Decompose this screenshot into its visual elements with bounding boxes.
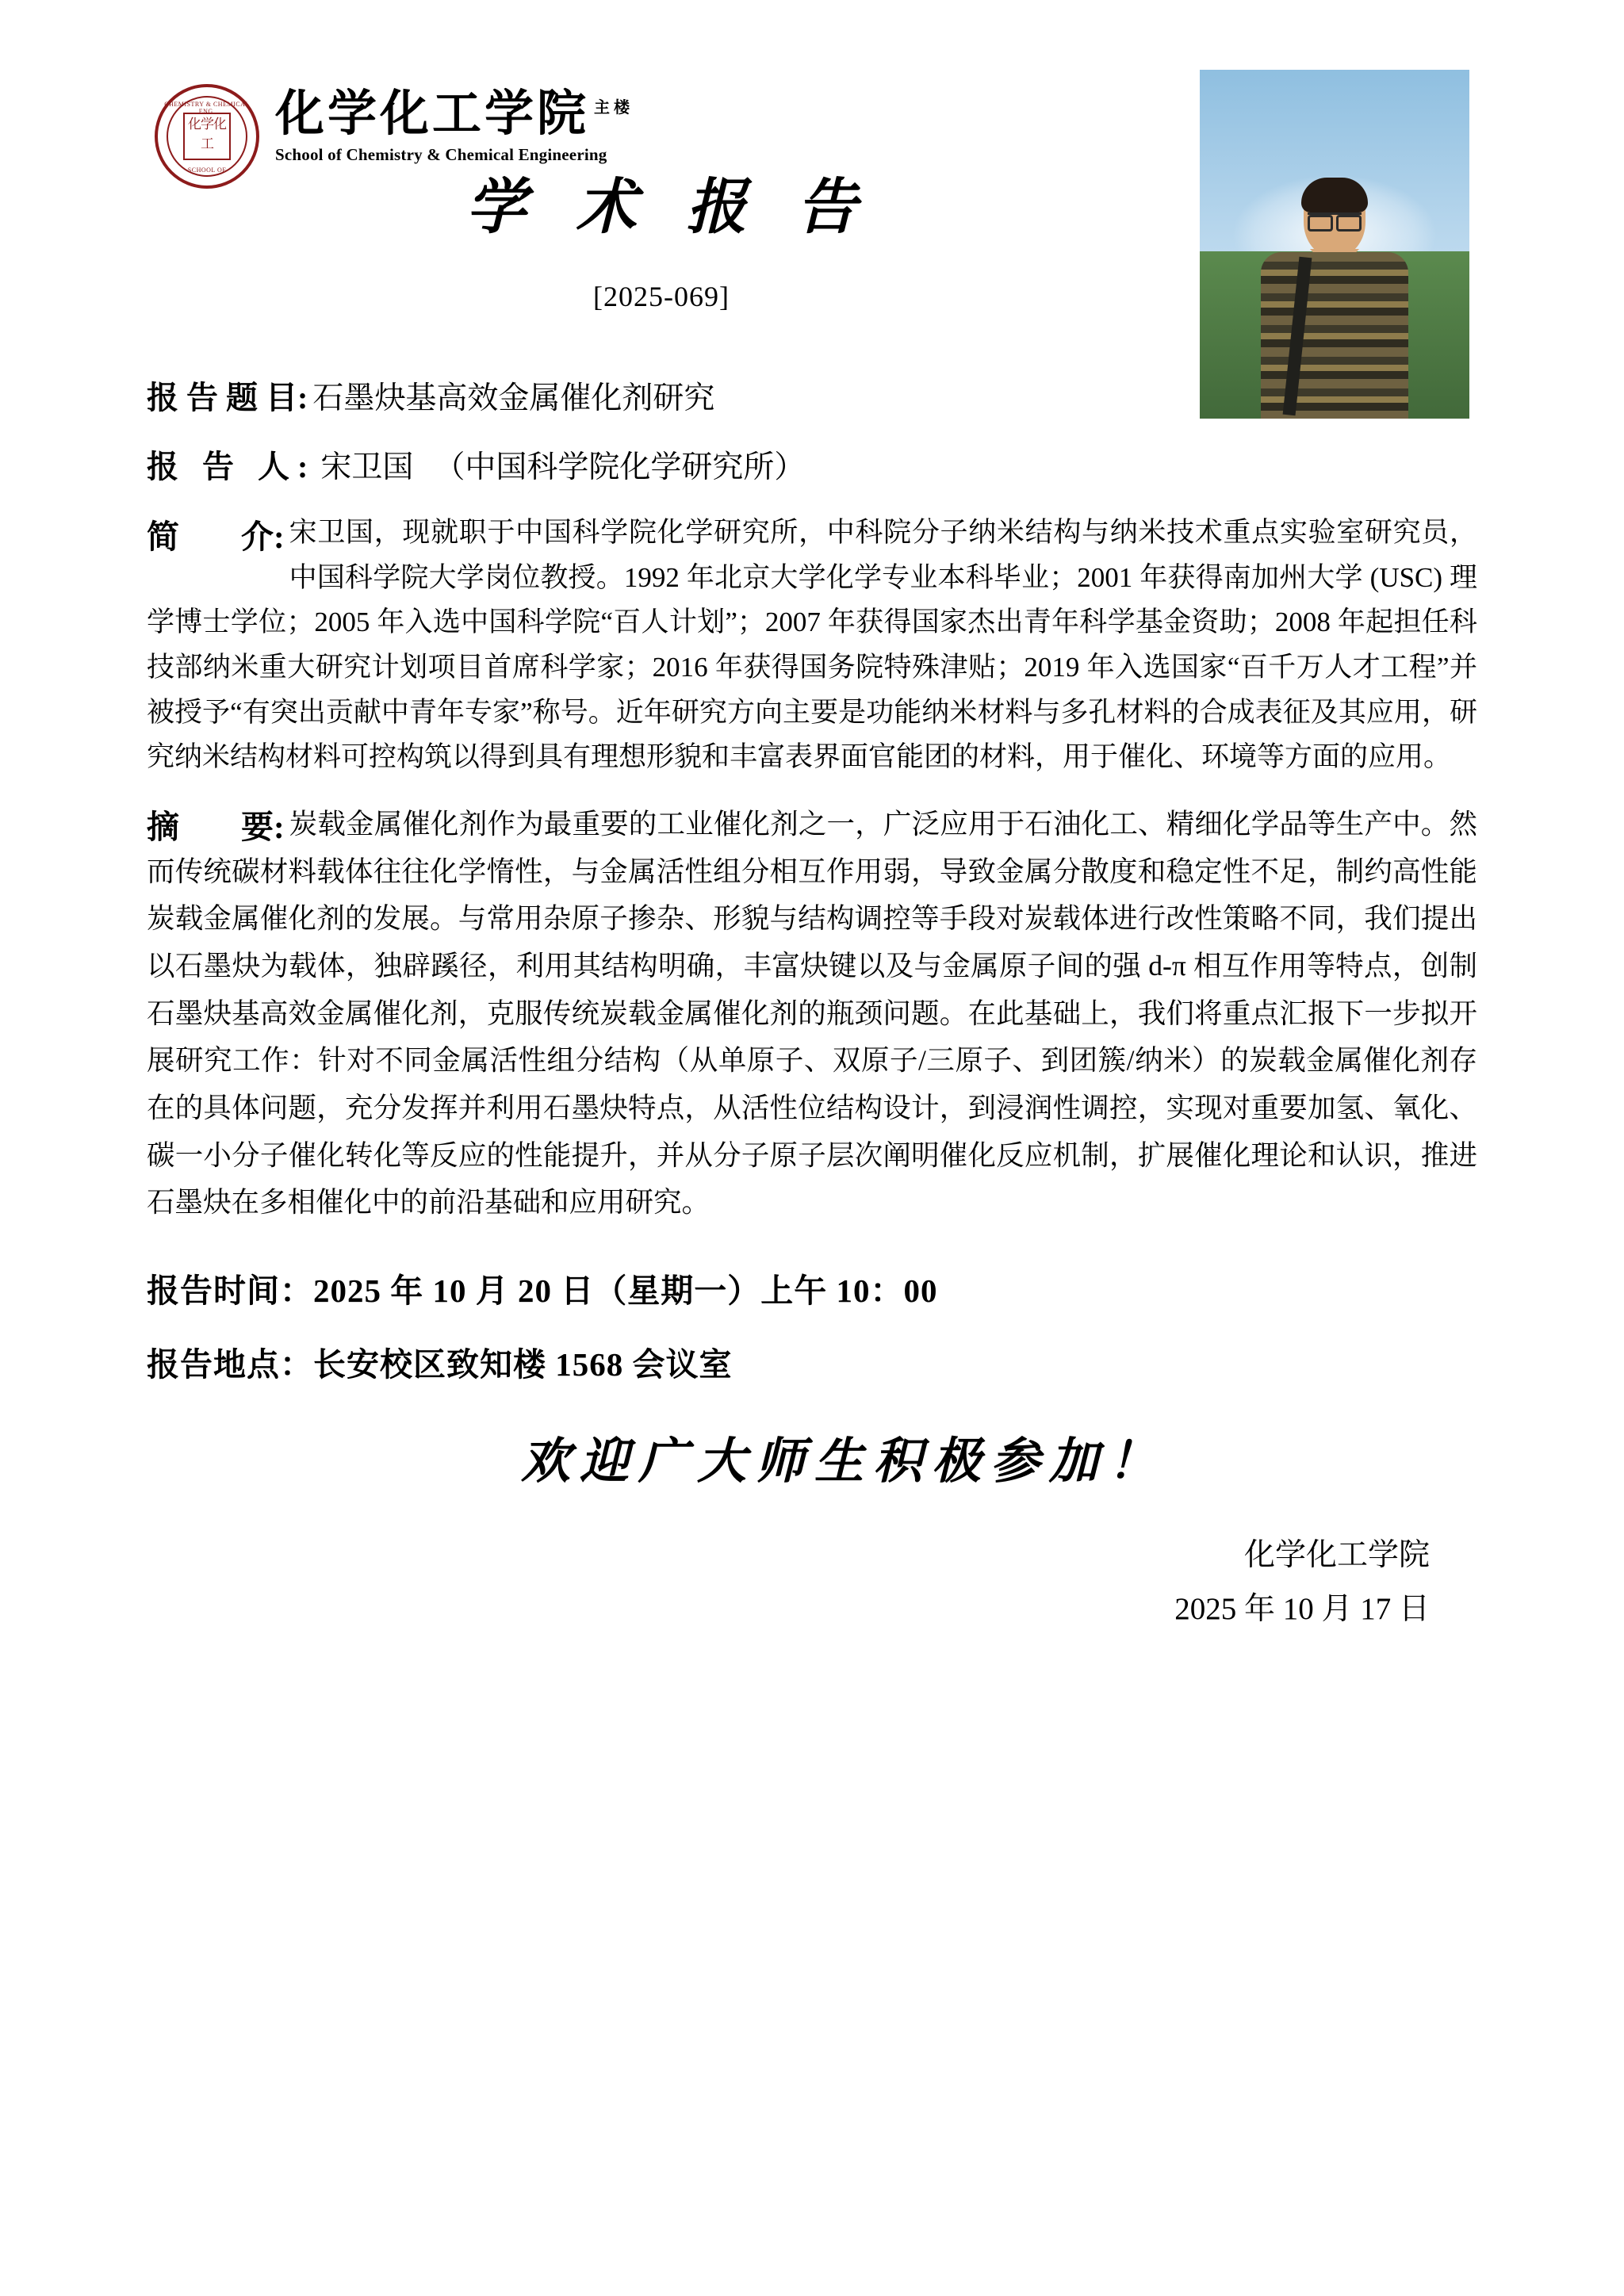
topic-value: 石墨炔基高效金属催化剂研究 [312,381,715,415]
place-row [147,1338,1477,1385]
document-header [147,0,1477,373]
speaker-value [320,442,805,487]
speaker-photo [1200,70,1469,419]
abstract-label-b: 要: [241,809,285,846]
page-title: 学 术 报 告 [465,174,875,241]
photo-person-hair [1301,178,1368,212]
document-number: [2025-069] [593,281,730,312]
photo-person-body [1261,252,1408,419]
speaker-row [147,442,1477,487]
title-zone [147,159,1176,313]
welcome-line: 欢迎广大师生积极参加！ [520,1434,1166,1489]
abstract-text: 炭载金属催化剂作为最重要的工业催化剂之一，广泛应用于石油化工、精细化学品等生产中。然而传统碳材料载体往往化学惰性，与金属活性组分相互作用弱，导致金属分散度和稳定性不足，制约高性能炭载金属催化剂的发展。与常用杂原子掺杂、形貌与结构调控等手段对炭载体进行改性策略不同，我们提出以石墨炔为载体，独辟蹊径，利用其结构明确，丰富炔键以及与金属原子间的强 d-π 相互作用等特点，创制石墨炔基高效金属催化剂，克服传统炭载金属催化剂的瓶颈问题。在此基础上，我们将重点汇报下一步拟开展研究工作：针对不同金属活性组分结构（从单原子、双原子/三原子、到团簇/纳米）的炭载金属催化剂存在的具体问题，充分发挥并利用石墨炔特点，从活性位结构设计，到浸润性调控，实现对重要加氢、氧化、碳一小分子催化转化等反应的性能提升，并从分子原子层次阐明催化反应机制，扩展催化理论和认识，推进石墨炔在多相催化中的前沿基础和应用研究。 [147,808,1477,1219]
seal-arc-top-text: CHEMISTRY & CHEMICAL ENG. [164,101,250,115]
photo-person-glasses [1308,212,1362,228]
place-value: 长安校区致知楼 1568 会议室 [313,1345,733,1383]
signature-org: 化学化工学院 [1243,1537,1430,1572]
bio-label [147,511,285,557]
time-row [147,1265,1477,1311]
photo-person [1261,181,1408,419]
school-name-cn-main: 化学化工学院 [275,87,590,141]
school-name-cn [275,89,630,140]
bio-label-a: 简 [147,519,179,555]
school-logo-text [275,79,630,165]
time-label: 报告时间： [147,1272,313,1309]
place-label: 报告地点： [147,1345,313,1383]
abstract-label-a: 摘 [147,809,179,846]
speaker-label: 报 告 人: [147,449,316,484]
seal-center-text: 化学化工 [183,113,231,160]
school-name-en: School of Chemistry & Chemical Engineering [275,145,607,165]
signature-block [147,1529,1477,1637]
signature-date: 2025 年 10 月 17 日 [1174,1592,1430,1626]
speaker-affiliation: （中国科学院化学研究所） [434,450,806,484]
speaker-name: 宋卫国 [320,450,414,484]
seal-arc-bottom-text: SCHOOL OF [187,166,227,174]
topic-label: 报 告 题 目: [147,380,308,415]
school-name-cn-sup: 主 楼 [594,99,630,117]
time-value: 2025 年 10 月 20 日（星期一）上午 10：00 [313,1272,938,1309]
bio-text: 宋卫国，现就职于中国科学院化学研究所，中科院分子纳米结构与纳米技术重点实验室研究员，中国科学院大学岗位教授。1992 年北京大学化学专业本科毕业；2001 年获得南加州大学 (USC) 理学博士学位；2005 年入选中国科学院“百人计划”；2007 年获得国家杰出青年科学基金资助；2008 年起担任科技部纳米重大研究计划项目首席科学家；2016 年获得国务院特殊津贴；2019 年入选国家“百千万人才工程”并被授予“有突出贡献中青年专家”称号。近年研究方向主要是功能纳米材料与多孔材料的合成表征及其应用，研究纳米结构材料可控构筑以得到具有理想形貌和丰富表界面官能团的材料，用于催化、环境等方面的应用。 [147,517,1477,773]
abstract-block [147,801,1477,1226]
bio-label-b: 介: [241,519,285,555]
bio-block [147,511,1477,780]
abstract-label [147,801,285,848]
